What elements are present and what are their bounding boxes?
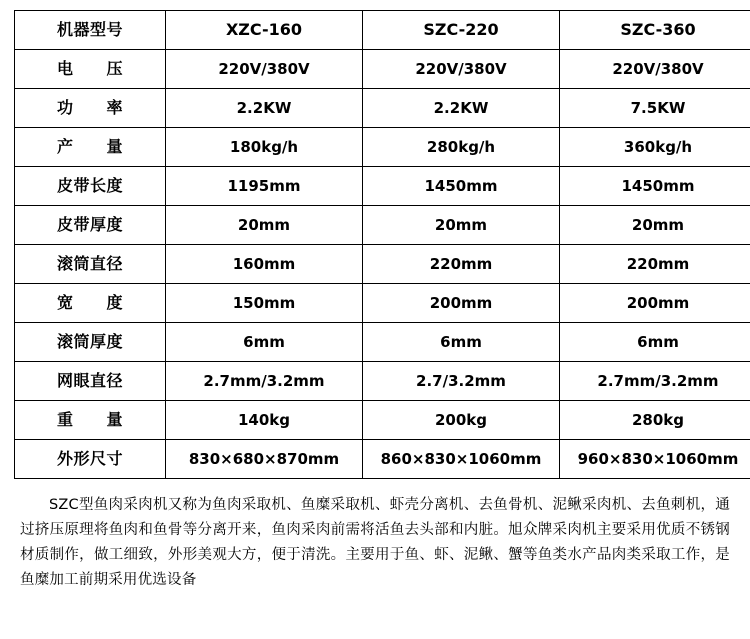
table-cell: 6mm [560,323,750,362]
row-label: 产 量 [15,128,166,167]
table-row [15,362,750,401]
table-cell: 1450mm [560,167,750,206]
table-cell: 140kg [166,401,363,440]
table-row [15,245,750,284]
table-cell: 200mm [560,284,750,323]
row-label: 网眼直径 [15,362,166,401]
table-cell: 180kg/h [166,128,363,167]
table-cell: 20mm [166,206,363,245]
row-label: 外形尺寸 [15,440,166,479]
table-cell: 200mm [363,284,560,323]
row-label: 皮带长度 [15,167,166,206]
table-cell: 150mm [166,284,363,323]
table-row [15,50,750,89]
row-label: 电 压 [15,50,166,89]
specifications-table [14,10,750,479]
cell-model-1: XZC-160 [166,11,363,50]
row-label: 皮带厚度 [15,206,166,245]
table-row [15,323,750,362]
table-cell: 830×680×870mm [166,440,363,479]
row-label: 滚筒直径 [15,245,166,284]
description-paragraph: SZC型鱼肉采肉机又称为鱼肉采取机、鱼糜采取机、虾壳分离机、去鱼骨机、泥鳅采肉机、去鱼刺机，通过挤压原理将鱼肉和鱼骨等分离开来，鱼肉采肉前需将活鱼去头部和内脏。旭众牌采肉机主要采用优质不锈钢材质制作，做工细致，外形美观大方，便于清洗。主要用于鱼、虾、泥鳅、蟹等鱼类水产品肉类采取工作，是鱼糜加工前期采用优选设备 [20,497,730,588]
table-cell: 220V/380V [363,50,560,89]
row-label: 滚筒厚度 [15,323,166,362]
table-cell: 1195mm [166,167,363,206]
table-cell: 960×830×1060mm [560,440,750,479]
table-row [15,440,750,479]
row-label: 宽 度 [15,284,166,323]
table-cell: 1450mm [363,167,560,206]
row-label: 重 量 [15,401,166,440]
cell-model-3: SZC-360 [560,11,750,50]
table-cell: 2.7mm/3.2mm [166,362,363,401]
table-cell: 860×830×1060mm [363,440,560,479]
table-cell: 7.5KW [560,89,750,128]
table-row [15,401,750,440]
table-cell: 220mm [363,245,560,284]
table-cell: 2.2KW [166,89,363,128]
table-row [15,206,750,245]
table-row [15,11,750,50]
table-cell: 20mm [363,206,560,245]
table-row [15,284,750,323]
table-body [15,11,750,479]
table-row [15,167,750,206]
table-cell: 2.7mm/3.2mm [560,362,750,401]
cell-model-2: SZC-220 [363,11,560,50]
table-cell: 280kg [560,401,750,440]
table-cell: 360kg/h [560,128,750,167]
table-cell: 200kg [363,401,560,440]
row-label: 功 率 [15,89,166,128]
table-cell: 220mm [560,245,750,284]
table-cell: 6mm [166,323,363,362]
table-cell: 20mm [560,206,750,245]
table-cell: 2.7/3.2mm [363,362,560,401]
table-cell: 160mm [166,245,363,284]
table-row [15,128,750,167]
table-cell: 280kg/h [363,128,560,167]
product-description [20,493,730,593]
table-cell: 2.2KW [363,89,560,128]
row-label: 机器型号 [15,11,166,50]
table-cell: 6mm [363,323,560,362]
table-cell: 220V/380V [560,50,750,89]
table-cell: 220V/380V [166,50,363,89]
table-row [15,89,750,128]
